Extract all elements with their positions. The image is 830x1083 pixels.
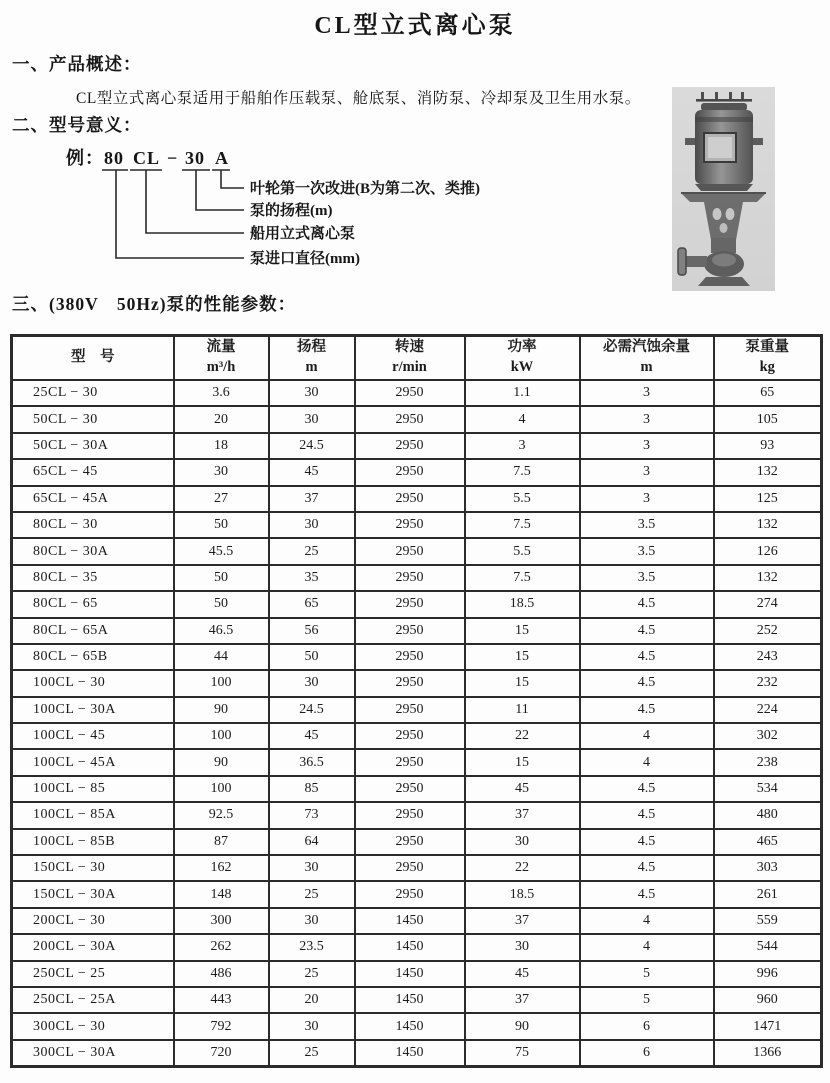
- value-cell: 1366: [714, 1040, 822, 1067]
- motor-body: [685, 103, 763, 191]
- table-row: [12, 749, 822, 775]
- value-cell: 2950: [355, 618, 465, 644]
- table-row: [12, 512, 822, 538]
- connector-head-line: [196, 170, 244, 210]
- value-cell: 224: [714, 697, 822, 723]
- example-variant-code: A: [215, 148, 229, 168]
- model-cell: 80CL − 30A: [12, 538, 174, 564]
- value-cell: 37: [465, 908, 580, 934]
- model-cell: 150CL − 30A: [12, 881, 174, 907]
- value-cell: 90: [465, 1013, 580, 1039]
- example-head-value: 30: [185, 148, 205, 168]
- value-cell: 15: [465, 618, 580, 644]
- value-cell: 132: [714, 512, 822, 538]
- value-cell: 35: [269, 565, 355, 591]
- value-cell: 4.5: [580, 829, 714, 855]
- table-row: [12, 802, 822, 828]
- value-cell: 4: [580, 749, 714, 775]
- value-cell: 559: [714, 908, 822, 934]
- value-cell: 243: [714, 644, 822, 670]
- example-inlet-size: 80: [104, 148, 124, 168]
- model-cell: 50CL − 30: [12, 406, 174, 432]
- value-cell: 2950: [355, 644, 465, 670]
- value-cell: 64: [269, 829, 355, 855]
- value-cell: 534: [714, 776, 822, 802]
- value-cell: 15: [465, 670, 580, 696]
- column-header: 流量 m³/h: [174, 336, 269, 381]
- value-cell: 100: [174, 776, 269, 802]
- column-header: 扬程 m: [269, 336, 355, 381]
- value-cell: 56: [269, 618, 355, 644]
- vertical-pump-photo: [672, 87, 775, 291]
- performance-table: [10, 334, 823, 1068]
- model-cell: 100CL − 85A: [12, 802, 174, 828]
- value-cell: 45: [269, 459, 355, 485]
- example-type-code: CL: [133, 148, 161, 168]
- value-cell: 261: [714, 881, 822, 907]
- value-cell: 3: [580, 459, 714, 485]
- value-cell: 4.5: [580, 802, 714, 828]
- value-cell: 1450: [355, 987, 465, 1013]
- value-cell: 46.5: [174, 618, 269, 644]
- model-cell: 50CL − 30A: [12, 433, 174, 459]
- table-row: [12, 881, 822, 907]
- value-cell: 37: [269, 486, 355, 512]
- model-cell: 300CL − 30: [12, 1013, 174, 1039]
- value-cell: 6: [580, 1013, 714, 1039]
- value-cell: 2950: [355, 591, 465, 617]
- value-cell: 30: [269, 406, 355, 432]
- value-cell: 443: [174, 987, 269, 1013]
- value-cell: 238: [714, 749, 822, 775]
- value-cell: 100: [174, 670, 269, 696]
- value-cell: 27: [174, 486, 269, 512]
- value-cell: 996: [714, 961, 822, 987]
- value-cell: 2950: [355, 749, 465, 775]
- table-row: [12, 433, 822, 459]
- table-row: [12, 908, 822, 934]
- section1-paragraph: CL型立式离心泵适用于船舶作压载泵、舱底泵、消防泵、冷却泵及卫生用水泵。: [76, 90, 641, 107]
- value-cell: 30: [174, 459, 269, 485]
- value-cell: 4: [465, 406, 580, 432]
- value-cell: 30: [269, 512, 355, 538]
- model-cell: 300CL − 30A: [12, 1040, 174, 1067]
- value-cell: 30: [465, 934, 580, 960]
- value-cell: 73: [269, 802, 355, 828]
- column-header: 功率 kW: [465, 336, 580, 381]
- value-cell: 25: [269, 1040, 355, 1067]
- value-cell: 15: [465, 644, 580, 670]
- value-cell: 2950: [355, 881, 465, 907]
- model-cell: 100CL − 45: [12, 723, 174, 749]
- value-cell: 22: [465, 723, 580, 749]
- table-row: [12, 618, 822, 644]
- value-cell: 3.5: [580, 512, 714, 538]
- model-cell: 100CL − 85B: [12, 829, 174, 855]
- value-cell: 20: [269, 987, 355, 1013]
- diagram-label-impeller: 叶轮第一次改进(B为第二次、类推): [250, 181, 480, 197]
- value-cell: 2950: [355, 829, 465, 855]
- value-cell: 50: [174, 565, 269, 591]
- model-cell: 100CL − 30: [12, 670, 174, 696]
- value-cell: 3.5: [580, 565, 714, 591]
- model-cell: 80CL − 30: [12, 512, 174, 538]
- value-cell: 274: [714, 591, 822, 617]
- value-cell: 4: [580, 908, 714, 934]
- value-cell: 92.5: [174, 802, 269, 828]
- column-header: 泵重量 kg: [714, 336, 822, 381]
- example-prefix-label: 例：: [66, 148, 104, 168]
- value-cell: 3.5: [580, 538, 714, 564]
- table-row: [12, 565, 822, 591]
- value-cell: 4: [580, 934, 714, 960]
- value-cell: 4.5: [580, 855, 714, 881]
- model-cell: 25CL − 30: [12, 380, 174, 406]
- value-cell: 486: [174, 961, 269, 987]
- model-cell: 250CL − 25: [12, 961, 174, 987]
- value-cell: 65: [269, 591, 355, 617]
- value-cell: 126: [714, 538, 822, 564]
- value-cell: 30: [269, 670, 355, 696]
- value-cell: 2950: [355, 433, 465, 459]
- value-cell: 1.1: [465, 380, 580, 406]
- value-cell: 45: [465, 961, 580, 987]
- model-cell: 100CL − 30A: [12, 697, 174, 723]
- value-cell: 300: [174, 908, 269, 934]
- value-cell: 2950: [355, 380, 465, 406]
- table-row: [12, 1040, 822, 1067]
- value-cell: 1471: [714, 1013, 822, 1039]
- value-cell: 3: [580, 380, 714, 406]
- value-cell: 3: [465, 433, 580, 459]
- value-cell: 90: [174, 749, 269, 775]
- mounting-flange: [681, 192, 766, 202]
- value-cell: 720: [174, 1040, 269, 1067]
- value-cell: 37: [465, 802, 580, 828]
- value-cell: 5.5: [465, 486, 580, 512]
- model-cell: 65CL − 45: [12, 459, 174, 485]
- value-cell: 252: [714, 618, 822, 644]
- table-row: [12, 406, 822, 432]
- value-cell: 4.5: [580, 881, 714, 907]
- value-cell: 7.5: [465, 459, 580, 485]
- value-cell: 24.5: [269, 697, 355, 723]
- table-row: [12, 961, 822, 987]
- table-row: [12, 697, 822, 723]
- value-cell: 37: [465, 987, 580, 1013]
- diagram-label-inlet: 泵进口直径(mm): [250, 251, 360, 267]
- column-header: 型 号: [12, 336, 174, 381]
- value-cell: 18.5: [465, 881, 580, 907]
- model-cell: 100CL − 45A: [12, 749, 174, 775]
- value-cell: 3: [580, 486, 714, 512]
- model-cell: 80CL − 35: [12, 565, 174, 591]
- value-cell: 100: [174, 723, 269, 749]
- value-cell: 232: [714, 670, 822, 696]
- value-cell: 2950: [355, 512, 465, 538]
- value-cell: 45: [269, 723, 355, 749]
- value-cell: 7.5: [465, 512, 580, 538]
- value-cell: 25: [269, 961, 355, 987]
- value-cell: 2950: [355, 802, 465, 828]
- value-cell: 1450: [355, 1013, 465, 1039]
- value-cell: 30: [465, 829, 580, 855]
- value-cell: 4.5: [580, 670, 714, 696]
- model-cell: 100CL − 85: [12, 776, 174, 802]
- value-cell: 15: [465, 749, 580, 775]
- value-cell: 50: [269, 644, 355, 670]
- value-cell: 2950: [355, 697, 465, 723]
- table-row: [12, 644, 822, 670]
- section2-heading: 二、型号意义：: [12, 115, 142, 135]
- value-cell: 2950: [355, 538, 465, 564]
- value-cell: 75: [465, 1040, 580, 1067]
- value-cell: 4.5: [580, 644, 714, 670]
- table-row: [12, 459, 822, 485]
- value-cell: 302: [714, 723, 822, 749]
- value-cell: 5.5: [465, 538, 580, 564]
- value-cell: 125: [714, 486, 822, 512]
- value-cell: 262: [174, 934, 269, 960]
- value-cell: 132: [714, 565, 822, 591]
- value-cell: 1450: [355, 934, 465, 960]
- table-row: [12, 776, 822, 802]
- connector-inlet-line: [116, 170, 244, 258]
- value-cell: 30: [269, 380, 355, 406]
- model-cell: 200CL − 30A: [12, 934, 174, 960]
- value-cell: 30: [269, 855, 355, 881]
- value-cell: 45.5: [174, 538, 269, 564]
- value-cell: 105: [714, 406, 822, 432]
- example-dash: −: [167, 148, 179, 168]
- model-cell: 150CL − 30: [12, 855, 174, 881]
- value-cell: 36.5: [269, 749, 355, 775]
- value-cell: 2950: [355, 776, 465, 802]
- value-cell: 3: [580, 433, 714, 459]
- diagram-label-head: 泵的扬程(m): [250, 203, 333, 219]
- model-cell: 200CL − 30: [12, 908, 174, 934]
- value-cell: 465: [714, 829, 822, 855]
- value-cell: 2950: [355, 723, 465, 749]
- value-cell: 2950: [355, 459, 465, 485]
- value-cell: 22: [465, 855, 580, 881]
- value-cell: 5: [580, 961, 714, 987]
- model-cell: 80CL − 65A: [12, 618, 174, 644]
- value-cell: 18.5: [465, 591, 580, 617]
- value-cell: 792: [174, 1013, 269, 1039]
- table-row: [12, 723, 822, 749]
- value-cell: 25: [269, 538, 355, 564]
- diagram-label-type: 船用立式离心泵: [250, 226, 356, 242]
- section1-heading: 一、产品概述：: [12, 54, 142, 74]
- value-cell: 2950: [355, 486, 465, 512]
- value-cell: 162: [174, 855, 269, 881]
- value-cell: 4.5: [580, 591, 714, 617]
- value-cell: 1450: [355, 908, 465, 934]
- connector-type-line: [146, 170, 244, 233]
- value-cell: 544: [714, 934, 822, 960]
- value-cell: 148: [174, 881, 269, 907]
- table-row: [12, 1013, 822, 1039]
- connector-variant-line: [221, 170, 244, 188]
- value-cell: 93: [714, 433, 822, 459]
- value-cell: 3: [580, 406, 714, 432]
- value-cell: 2950: [355, 565, 465, 591]
- value-cell: 23.5: [269, 934, 355, 960]
- value-cell: 90: [174, 697, 269, 723]
- value-cell: 1450: [355, 961, 465, 987]
- value-cell: 6: [580, 1040, 714, 1067]
- value-cell: 30: [269, 908, 355, 934]
- table-row: [12, 486, 822, 512]
- table-row: [12, 934, 822, 960]
- table-row: [12, 829, 822, 855]
- value-cell: 303: [714, 855, 822, 881]
- value-cell: 1450: [355, 1040, 465, 1067]
- value-cell: 50: [174, 512, 269, 538]
- value-cell: 5: [580, 987, 714, 1013]
- model-cell: 250CL − 25A: [12, 987, 174, 1013]
- value-cell: 85: [269, 776, 355, 802]
- value-cell: 480: [714, 802, 822, 828]
- value-cell: 50: [174, 591, 269, 617]
- value-cell: 87: [174, 829, 269, 855]
- table-row: [12, 538, 822, 564]
- table-row: [12, 855, 822, 881]
- value-cell: 30: [269, 1013, 355, 1039]
- value-cell: 18: [174, 433, 269, 459]
- value-cell: 25: [269, 881, 355, 907]
- table-row: [12, 380, 822, 406]
- table-row: [12, 591, 822, 617]
- value-cell: 65: [714, 380, 822, 406]
- value-cell: 2950: [355, 406, 465, 432]
- column-header: 转速 r/min: [355, 336, 465, 381]
- value-cell: 44: [174, 644, 269, 670]
- section3-heading: 三、(380V 50Hz)泵的性能参数：: [12, 294, 297, 314]
- value-cell: 11: [465, 697, 580, 723]
- column-header: 必需汽蚀余量 m: [580, 336, 714, 381]
- table-row: [12, 987, 822, 1013]
- value-cell: 45: [465, 776, 580, 802]
- value-cell: 4: [580, 723, 714, 749]
- value-cell: 4.5: [580, 776, 714, 802]
- model-cell: 65CL − 45A: [12, 486, 174, 512]
- value-cell: 4.5: [580, 618, 714, 644]
- model-cell: 80CL − 65: [12, 591, 174, 617]
- value-cell: 3.6: [174, 380, 269, 406]
- value-cell: 960: [714, 987, 822, 1013]
- value-cell: 4.5: [580, 697, 714, 723]
- table-row: [12, 670, 822, 696]
- document-title: CL型立式离心泵: [314, 13, 516, 39]
- model-designation-diagram: [58, 142, 528, 280]
- value-cell: 2950: [355, 670, 465, 696]
- value-cell: 24.5: [269, 433, 355, 459]
- value-cell: 20: [174, 406, 269, 432]
- value-cell: 7.5: [465, 565, 580, 591]
- value-cell: 132: [714, 459, 822, 485]
- value-cell: 2950: [355, 855, 465, 881]
- table-header-row: [12, 336, 822, 381]
- model-cell: 80CL − 65B: [12, 644, 174, 670]
